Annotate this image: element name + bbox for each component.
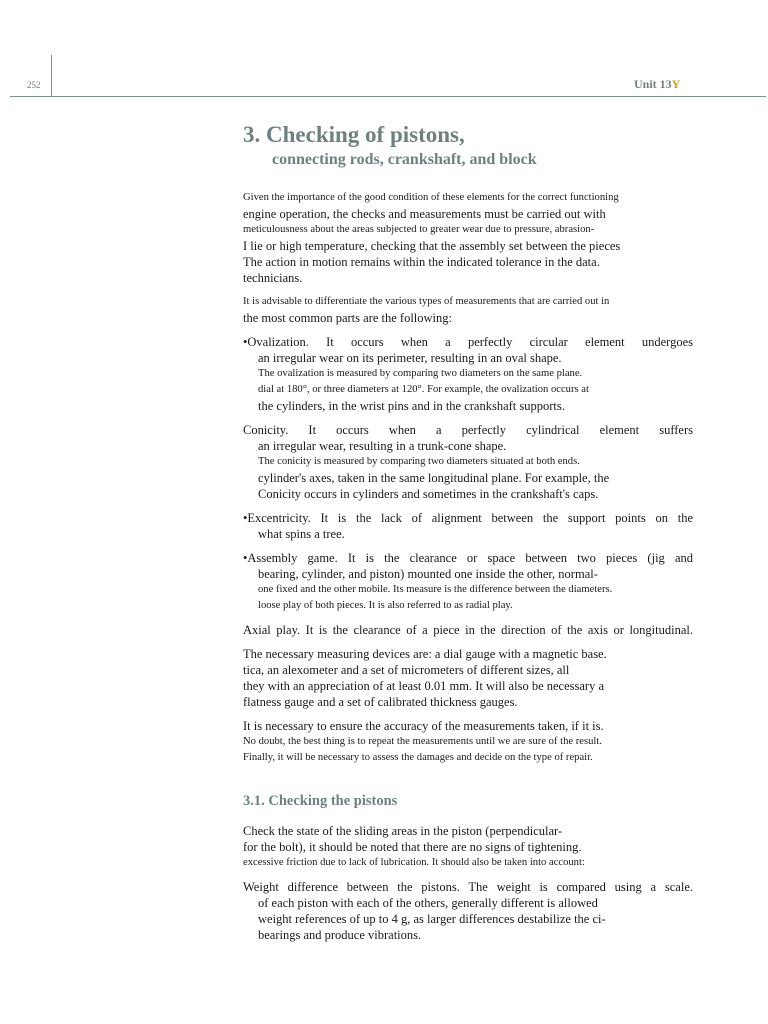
text-line: Conicity. It occurs when a perfectly cylindrical element suffers	[243, 423, 693, 437]
text-line: bearing, cylinder, and piston) mounted one inside the other, normal-	[258, 567, 598, 581]
paragraph	[243, 879, 693, 943]
text-line: The action in motion remains within the indicated tolerance in the data.	[243, 255, 600, 269]
paragraph	[243, 190, 693, 286]
paragraph	[243, 422, 693, 502]
text-line: technicians.	[243, 271, 303, 285]
text-line: bearings and produce vibrations.	[258, 928, 422, 942]
text-line: Finally, it will be necessary to assess the damages and decide on the type of repair.	[243, 752, 593, 763]
text-line: Conicity occurs in cylinders and sometimes in the crankshaft's caps.	[258, 487, 599, 501]
text-line: the cylinders, in the wrist pins and in the crankshaft supports.	[258, 399, 565, 413]
unit-label	[634, 77, 680, 92]
text-line: loose play of both pieces. It is also referred to as radial play.	[258, 600, 513, 611]
text-line: one fixed and the other mobile. Its measure is the difference between the diameters.	[258, 584, 613, 595]
paragraph	[243, 550, 693, 614]
text-line: the most common parts are the following:	[243, 311, 452, 325]
subsection-title: 3.1. Checking the pistons	[243, 793, 398, 809]
text-line: It is necessary to ensure the accuracy of the measurements taken, if it is.	[243, 719, 604, 733]
text-line: •Ovalization. It occurs when a perfectly circular element undergoes	[243, 335, 693, 349]
text-line: The necessary measuring devices are: a dial gauge with a magnetic base.	[243, 647, 607, 661]
paragraph	[243, 646, 693, 710]
text-line: an irregular wear on its perimeter, resulting in an oval shape.	[258, 351, 562, 365]
text-line: tica, an alexometer and a set of micrometers of different sizes, all	[243, 663, 570, 677]
text-line: Weight difference between the pistons. The weight is compared using a scale.	[243, 880, 693, 894]
text-line: of each piston with each of the others, generally different is allowed	[258, 896, 598, 910]
paragraph	[243, 718, 693, 766]
text-line: what spins a tree.	[258, 527, 345, 541]
section-title: 3. Checking of pistons,	[243, 122, 465, 147]
paragraph	[243, 823, 693, 871]
header-horizontal-rule	[10, 96, 766, 97]
text-line: Given the importance of the good condition of these elements for the correct functioning	[243, 192, 619, 203]
text-line: flatness gauge and a set of calibrated thickness gauges.	[243, 695, 518, 709]
text-line: cylinder's axes, taken in the same longitudinal plane. For example, the	[258, 471, 610, 485]
body-text-2	[243, 823, 693, 943]
text-line: I lie or high temperature, checking that the assembly set between the pieces	[243, 239, 621, 253]
text-line: weight references of up to 4 g, as larger differences destabilize the ci-	[258, 912, 606, 926]
unit-mark: Y	[671, 77, 681, 91]
text-line: No doubt, the best thing is to repeat the measurements until we are sure of the result.	[243, 736, 602, 747]
text-line: The conicity is measured by comparing two diameters situated at both ends.	[258, 456, 580, 467]
text-line: for the bolt), it should be noted that there are no signs of tightening.	[243, 840, 582, 854]
paragraph	[243, 334, 693, 414]
text-line: they with an appreciation of at least 0.01 mm. It will also be necessary a	[243, 679, 604, 693]
text-line: meticulousness about the areas subjected to greater wear due to pressure, abrasion-	[243, 224, 595, 235]
section-subtitle: connecting rods, crankshaft, and block	[272, 151, 537, 168]
paragraph	[243, 294, 693, 326]
text-line: an irregular wear, resulting in a trunk-cone shape.	[258, 439, 507, 453]
text-line: engine operation, the checks and measurements must be carried out with	[243, 207, 606, 221]
text-line: excessive friction due to lack of lubrication. It should also be taken into account:	[243, 857, 585, 868]
page-content	[243, 120, 693, 943]
paragraph	[243, 622, 693, 638]
text-line: •Excentricity. It is the lack of alignment between the support points on the	[243, 511, 693, 525]
header-vertical-rule	[51, 55, 52, 97]
text-line: The ovalization is measured by comparing two diameters on the same plane.	[258, 368, 583, 379]
text-line: It is advisable to differentiate the various types of measurements that are carried out in	[243, 296, 610, 307]
unit-label-text: Unit 13	[634, 77, 672, 91]
body-text	[243, 190, 693, 766]
text-line: dial at 180°, or three diameters at 120°. For example, the ovalization occurs at	[258, 384, 589, 395]
text-line: •Assembly game. It is the clearance or space between two pieces (jig and	[243, 551, 693, 565]
text-line: Check the state of the sliding areas in the piston (perpendicular-	[243, 824, 563, 838]
text-line: Axial play. It is the clearance of a piece in the direction of the axis or longitudinal.	[243, 623, 693, 637]
paragraph	[243, 510, 693, 542]
page-number: 252	[27, 80, 41, 90]
